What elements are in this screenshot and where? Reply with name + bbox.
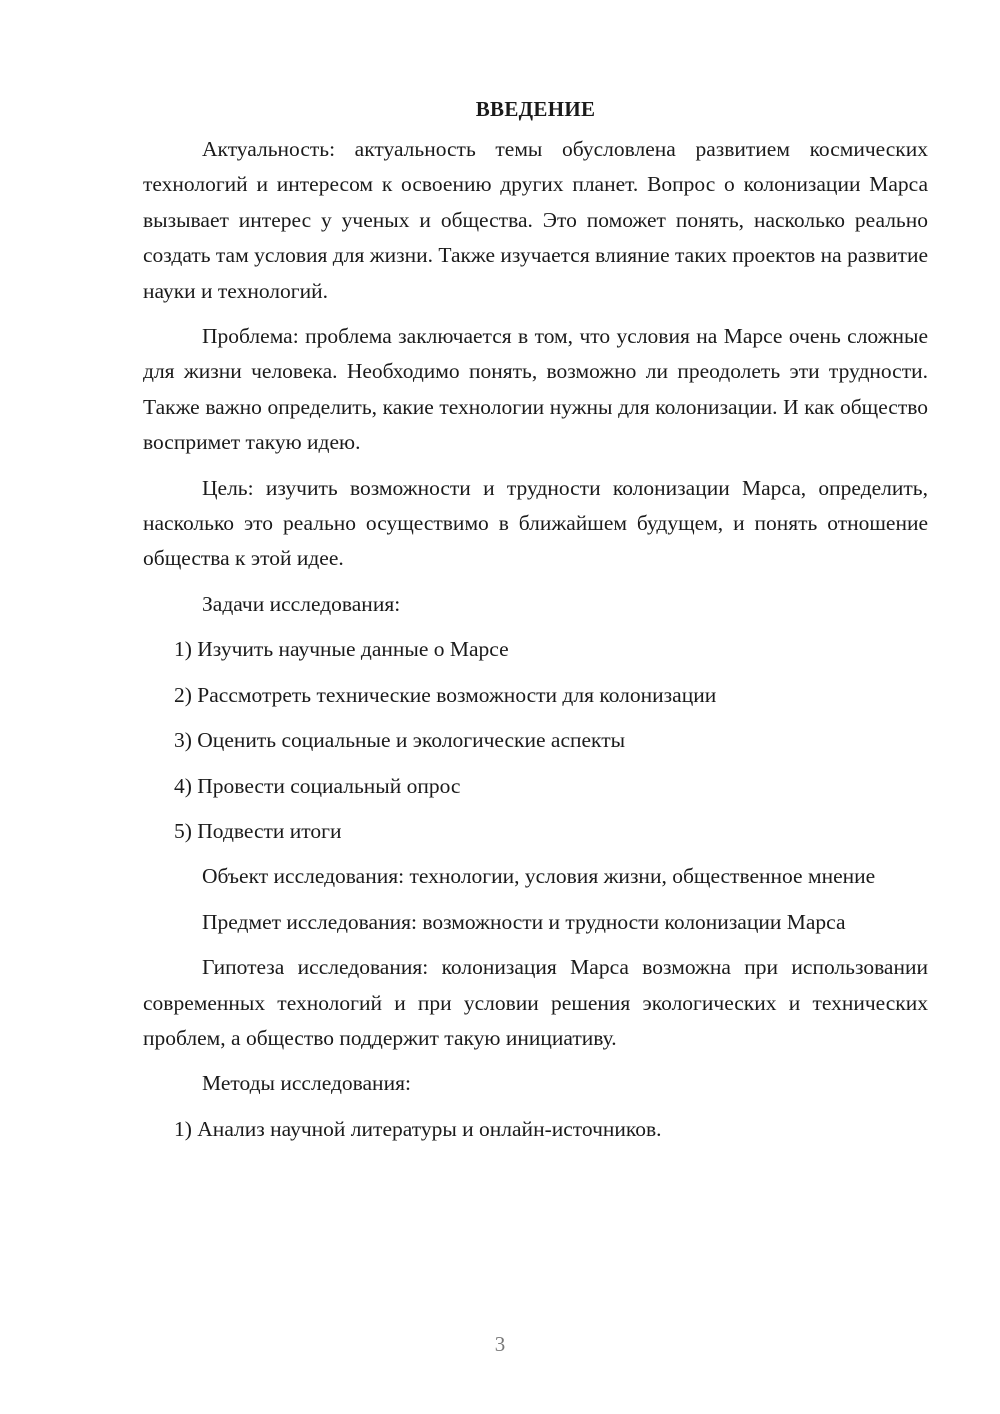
object-paragraph: Объект исследования: технологии, условия жизни, общественное мнение: [202, 864, 876, 889]
method-item-1: 1) Анализ научной литературы и онлайн-источников.: [174, 1116, 662, 1141]
relevance-paragraph: Актуальность: актуальность темы обусловлена развитием космических технологий и интересом к освоению других планет. Вопрос о колонизации Марса вызывает интерес у ученых и общества. Это поможет понять, насколько реально создать там условия для жизни. Также изучается влияние таких проектов на развитие науки и технологий.: [143, 137, 928, 303]
task-item-1: 1) Изучить научные данные о Марсе: [174, 637, 509, 662]
hypothesis-paragraph: Гипотеза исследования: колонизация Марса возможна при использовании современных технологий и при условии решения экологических и технических проблем, а общество поддержит такую инициативу.: [143, 955, 928, 1050]
task-item-5: 5) Подвести итоги: [174, 818, 342, 843]
methods-title: Методы исследования:: [202, 1071, 411, 1096]
problem-paragraph: Проблема: проблема заключается в том, что условия на Марсе очень сложные для жизни человека. Необходимо понять, возможно ли преодолеть эти трудности. Также важно определить, какие технологии нужны для колонизации. И как общество воспримет такую идею.: [143, 324, 928, 455]
tasks-title: Задачи исследования:: [202, 591, 401, 616]
goal-paragraph: Цель: изучить возможности и трудности колонизации Марса, определить, насколько это реально осуществимо в ближайшем будущем, и понять отношение общества к этой идее.: [143, 475, 928, 571]
subject-paragraph: Предмет исследования: возможности и трудности колонизации Марса: [202, 909, 846, 934]
task-item-4: 4) Провести социальный опрос: [174, 773, 461, 798]
task-item-2: 2) Рассмотреть технические возможности для колонизации: [174, 682, 717, 707]
page-content: [143, 94, 928, 1157]
section-heading: ВВЕДЕНИЕ: [475, 97, 596, 121]
task-item-3: 3) Оценить социальные и экологические аспекты: [174, 728, 626, 753]
page-number: 3: [494, 1332, 506, 1356]
